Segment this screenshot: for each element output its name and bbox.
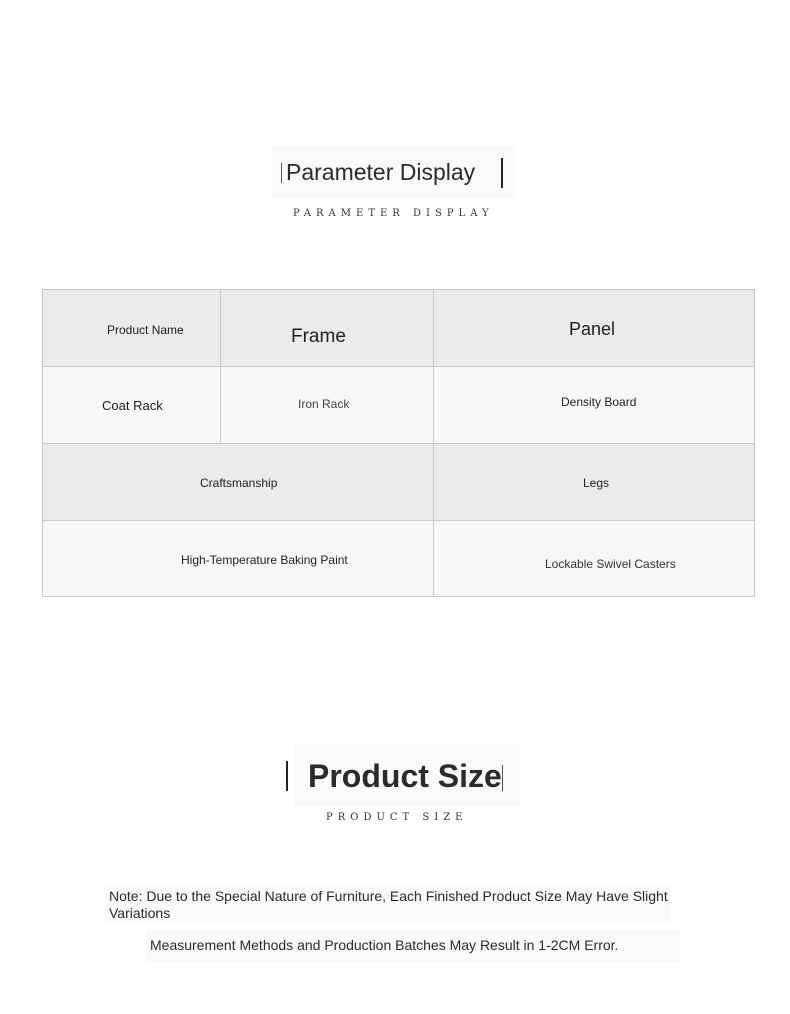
table-row-cell [43, 521, 434, 596]
table-header-cell [434, 444, 754, 521]
size-note-line-1: Note: Due to the Special Nature of Furniture, Each Finished Product Size May Have Slight Variations [109, 888, 668, 921]
value-panel: Density Board [561, 395, 637, 409]
title-bar-right [501, 158, 503, 188]
value-legs: Lockable Swivel Casters [545, 557, 676, 571]
size-note-line-2: Measurement Methods and Production Batches May Result in 1-2CM Error. [150, 937, 619, 953]
section-title: Product Size [308, 758, 502, 794]
value-craftsmanship: High-Temperature Baking Paint [181, 553, 348, 567]
header-craftsmanship: Craftsmanship [200, 476, 278, 490]
header-panel: Panel [569, 319, 616, 339]
parameter-table [42, 289, 755, 597]
table-header-cell [43, 444, 434, 521]
table-row-cell [434, 367, 754, 444]
table-header-cell [43, 290, 221, 367]
title-bar-left [281, 163, 282, 183]
table-row-cell [43, 367, 221, 444]
size-subtitle: PRODUCT SIZE [326, 812, 468, 823]
table-header-cell [434, 290, 754, 367]
parameter-subtitle: PARAMETER DISPLAY [293, 208, 494, 219]
table-header-cell [221, 290, 434, 367]
value-frame: Iron Rack [298, 397, 350, 411]
header-product-name: Product Name [107, 323, 184, 337]
table-row-cell [434, 521, 754, 596]
value-product-name: Coat Rack [102, 398, 163, 413]
title-bar-right [502, 765, 503, 791]
page-title: Parameter Display [286, 159, 476, 185]
title-bar-left [286, 761, 288, 791]
header-legs: Legs [583, 476, 610, 490]
header-frame: Frame [291, 326, 346, 347]
table-row-cell [221, 367, 434, 444]
